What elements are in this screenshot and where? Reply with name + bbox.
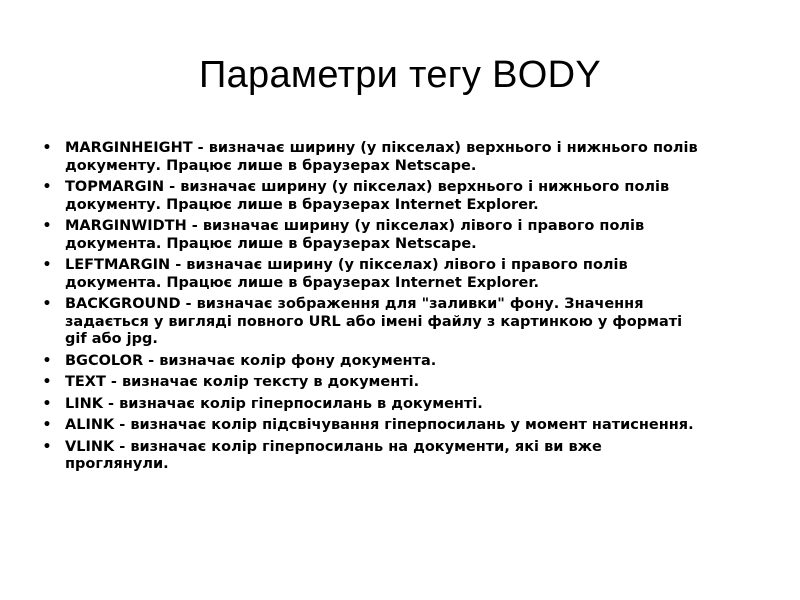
bullet-dot-icon: • (42, 257, 52, 273)
bullet-dot-icon: • (42, 417, 52, 433)
slide-title: Параметри тегу BODY (199, 54, 601, 96)
bullet-text: TOPMARGIN - визначає ширину (у пікселах) верхнього і нижнього полів документу. Працює лише в браузерах Internet Explorer. (65, 179, 670, 213)
bullet-text: LINK - визначає колір гіперпосилань в документі. (65, 395, 483, 412)
bullet-item-background (40, 296, 705, 349)
bullet-text: ALINK - визначає колір підсвічування гіперпосилань у момент натиснення. (65, 417, 694, 433)
bullet-dot-icon: • (42, 296, 52, 312)
bullet-text: VLINK - визначає колір гіперпосилань на документи, які ви вже проглянули. (65, 438, 602, 472)
bullet-item-link (40, 396, 705, 414)
bullet-dot-icon: • (42, 140, 52, 156)
bullet-dot-icon: • (42, 218, 52, 234)
bullet-dot-icon: • (42, 395, 52, 412)
bullet-list (40, 140, 705, 478)
bullet-item-marginwidth (40, 218, 705, 253)
bullet-text: MARGINHEIGHT - визначає ширину (у пікселах) верхнього і нижнього полів документу. Працює лише в браузерах Netscape. (65, 140, 698, 174)
bullet-item-marginheight (40, 140, 705, 175)
bullet-dot-icon: • (42, 374, 52, 390)
bullet-item-leftmargin (40, 257, 705, 292)
bullet-dot-icon: • (42, 438, 52, 455)
bullet-item-alink (40, 417, 705, 435)
bullet-item-topmargin (40, 179, 705, 214)
bullet-item-text (40, 374, 705, 392)
bullet-text: BGCOLOR - визначає колір фону документа. (65, 352, 437, 369)
bullet-item-bgcolor (40, 353, 705, 371)
bullet-dot-icon: • (42, 352, 52, 369)
bullet-text: BACKGROUND - визначає зображення для "заливки" фону. Значення задається у вигляді повного URL або імені файлу з картинкою у форматі gif або jpg. (65, 296, 683, 347)
bullet-text: LEFTMARGIN - визначає ширину (у пікселах) лівого і правого полів документа. Працює лише в браузерах Internet Explorer. (65, 257, 628, 291)
bullet-text: MARGINWIDTH - визначає ширину (у пікселах) лівого і правого полів документа. Працює лише в браузерах Netscape. (65, 218, 645, 252)
bullet-dot-icon: • (42, 179, 52, 195)
bullet-item-vlink (40, 439, 705, 474)
bullet-text: TEXT - визначає колір тексту в документі. (65, 374, 420, 390)
